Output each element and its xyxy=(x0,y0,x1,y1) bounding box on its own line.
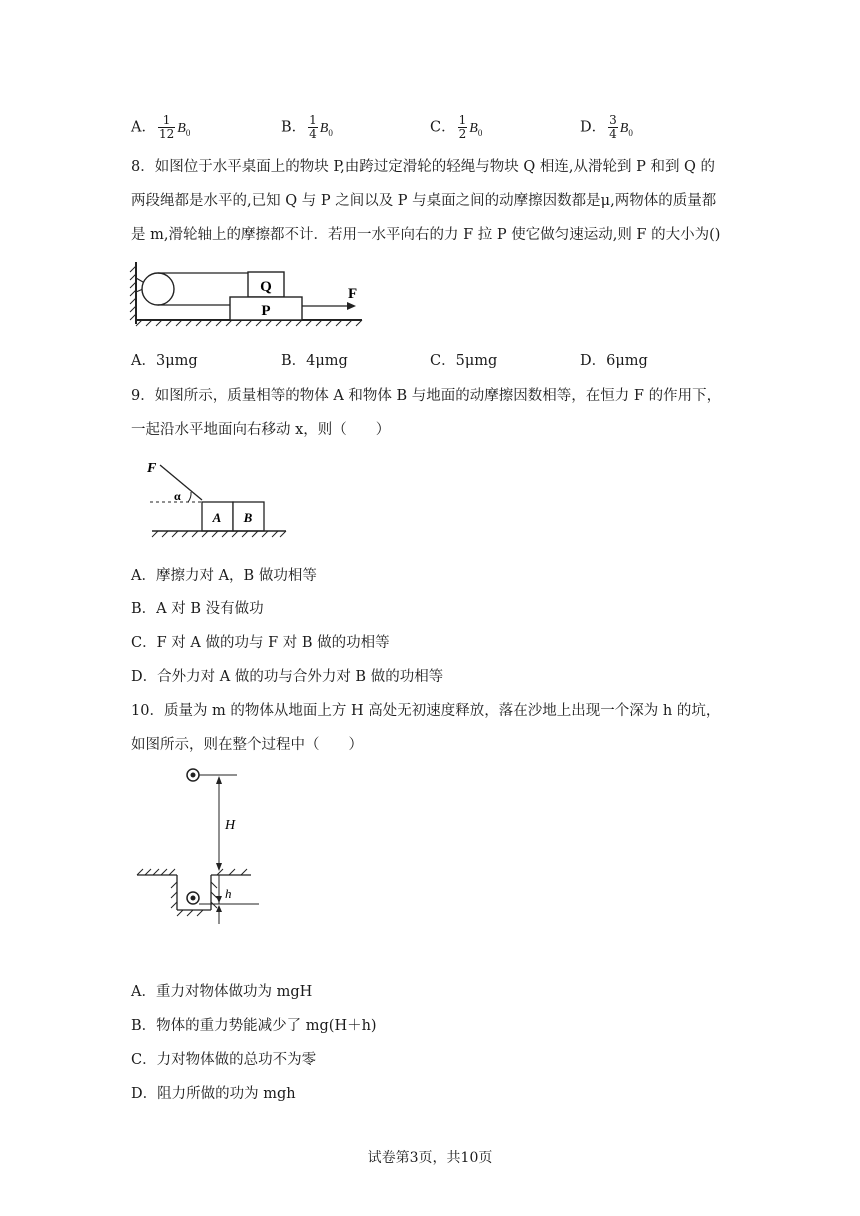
q9-text-line2: 一起沿水平地面向右移动 x，则（ ） xyxy=(131,422,391,438)
q7-option-b: B． $\frac{1}{4}$ $B_0$ xyxy=(281,113,333,141)
q10-text-line1: 10．质量为 m 的物体从地面上方 H 高处无初速度释放，落在沙地上出现一个深为 h 的坑， xyxy=(131,703,721,719)
q8-option-d: D．6μmg xyxy=(580,353,648,369)
label-f: F xyxy=(147,461,157,476)
label-alpha: α xyxy=(174,489,181,503)
label-b: B xyxy=(243,510,253,525)
q8-option-c: C．5μmg xyxy=(430,353,498,369)
label-a: A xyxy=(212,510,222,525)
fraction: $\frac{1}{2}$ xyxy=(458,113,467,141)
q8-pulley-figure xyxy=(126,258,366,330)
arrowhead-icon xyxy=(347,302,356,310)
q8-option-b: B．4μmg xyxy=(281,353,348,369)
q10-option-d: D．阻力所做的功为 mgh xyxy=(131,1086,296,1102)
label-q: Q xyxy=(260,279,272,295)
label-h-big: H xyxy=(225,818,236,833)
page-footer: 试卷第3页，共10页 xyxy=(367,1150,493,1166)
fraction: $\frac{1}{4}$ xyxy=(309,113,317,141)
q10-option-c: C．力对物体做的总功不为零 xyxy=(131,1052,317,1068)
q7-option-d: D． $\frac{3}{4}$ $B_0$ xyxy=(580,113,633,141)
q7-option-a: A． $\frac{1}{12}$ $B_0$ xyxy=(131,113,191,141)
q9-option-b: B．A 对 B 没有做功 xyxy=(131,601,264,617)
q7-option-c: C． $\frac{1}{2}$ $B_0$ xyxy=(430,113,483,141)
q10-option-a: A．重力对物体做功为 mgH xyxy=(131,984,313,1000)
fraction: $\frac{1}{12}$ xyxy=(158,113,175,141)
q8-text-line3: 是 m,滑轮轴上的摩擦都不计．若用一水平向右的力 F 拉 P 使它做匀速运动,则 F 的大小为() xyxy=(131,227,721,243)
q8-text-line1: 8．如图位于水平桌面上的物块 P,由跨过定滑轮的轻绳与物块 Q 相连,从滑轮到 P 和到 Q 的 xyxy=(131,159,716,175)
q9-option-d: D．合外力对 A 做的功与合外力对 B 做的功相等 xyxy=(131,669,444,685)
q8-text-line2: 两段绳都是水平的,已知 Q 与 P 之间以及 P 与桌面之间的动摩擦因数都是μ,两物体的质量都 xyxy=(131,193,717,209)
label-h-small: h xyxy=(225,886,232,901)
force-line xyxy=(160,465,202,500)
label-p: P xyxy=(261,303,271,319)
q10-drop-figure xyxy=(133,762,268,927)
q8-option-a: A．3μmg xyxy=(131,353,198,369)
pulley-icon xyxy=(142,273,174,305)
q10-text-line2: 如图所示，则在整个过程中（ ） xyxy=(131,737,363,753)
fraction: $\frac{3}{4}$ xyxy=(609,113,617,141)
q9-option-c: C．F 对 A 做的功与 F 对 B 做的功相等 xyxy=(131,635,390,651)
q9-text-line1: 9．如图所示，质量相等的物体 A 和物体 B 与地面的动摩擦因数相等，在恒力 F 的作用下， xyxy=(131,388,722,404)
q9-option-a: A．摩擦力对 A，B 做功相等 xyxy=(131,568,317,584)
q9-blocks-figure xyxy=(140,455,295,540)
q10-option-b: B．物体的重力势能减少了 mg(H＋h) xyxy=(131,1018,377,1034)
label-f: F xyxy=(348,286,358,302)
